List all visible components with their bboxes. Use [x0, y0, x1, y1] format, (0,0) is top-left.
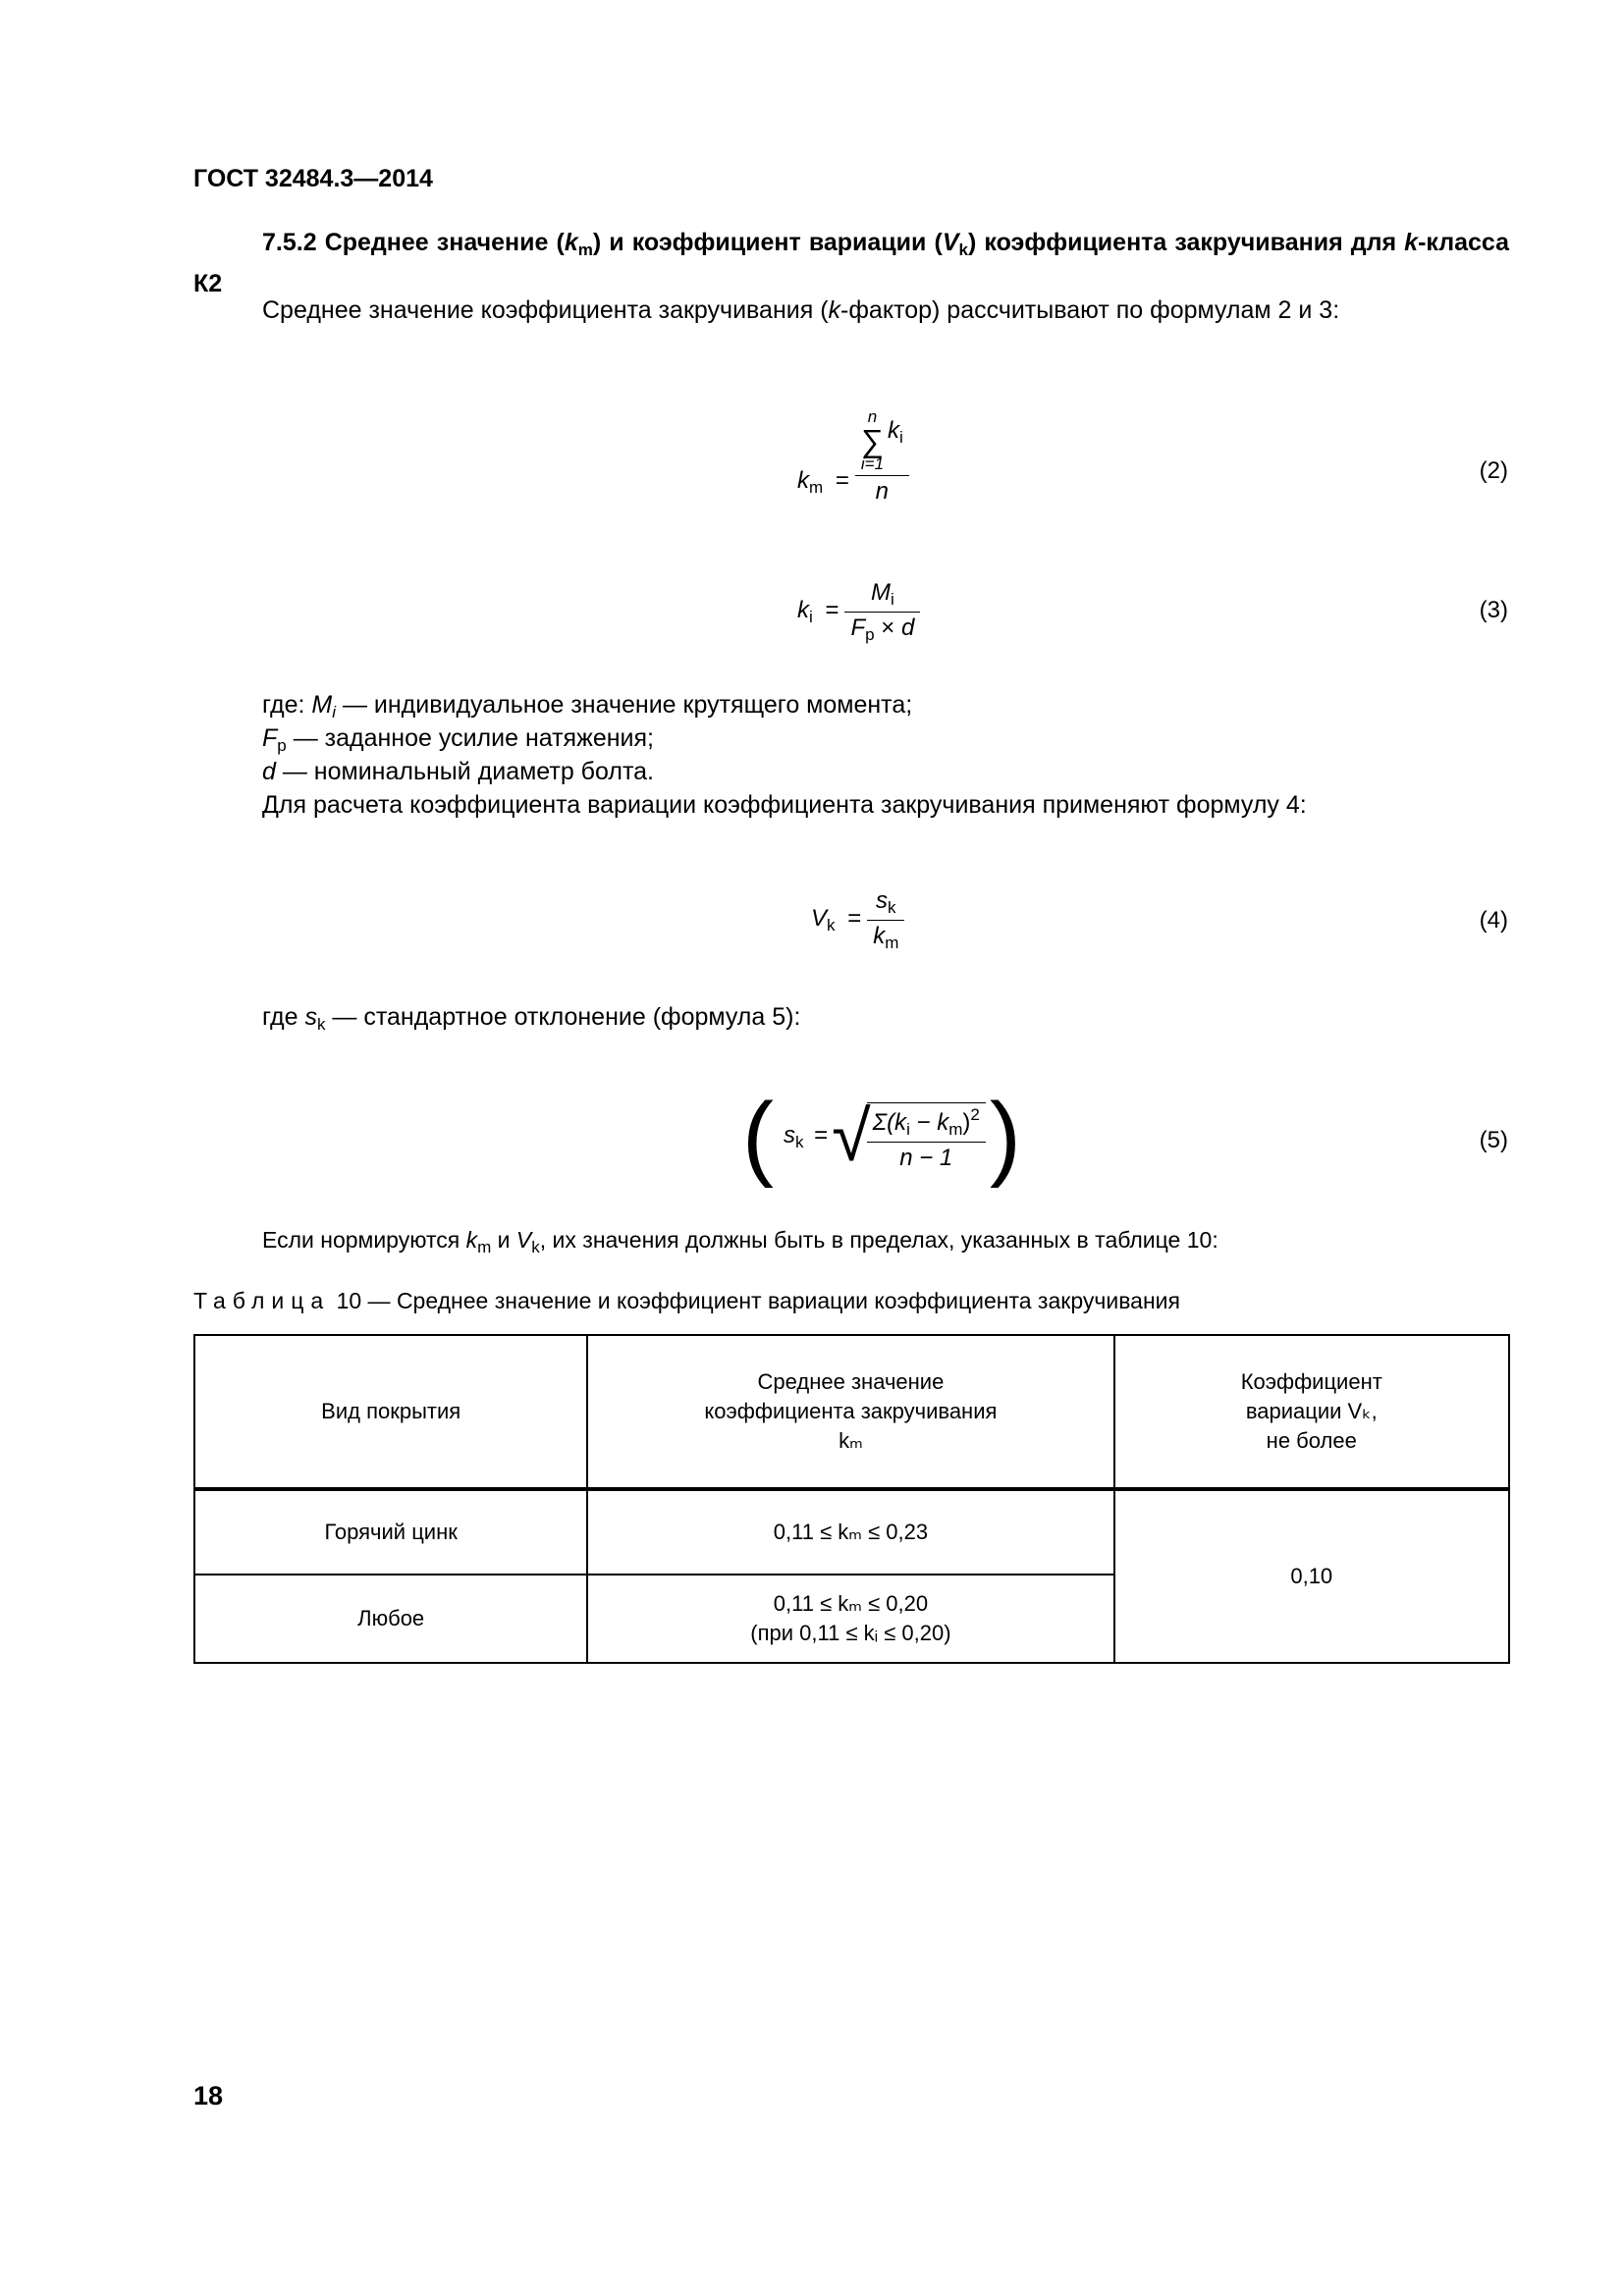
row1-coating: Горячий цинк — [194, 1489, 587, 1575]
section-heading: 7.5.2 Среднее значение $(k_m)$ и коэффициент вариации $(V_k)$ коэффициента закручивания для k-класса К2 — [193, 229, 1510, 297]
document-id: ГОСТ 32484.3—2014 — [193, 165, 433, 192]
sk-definition: где $s_k$ — стандартное отклонение (формула 5): — [262, 1003, 801, 1034]
row2-coating: Любое — [194, 1575, 587, 1663]
table-header-row — [194, 1335, 1509, 1489]
formula-2: $k_m$ = n ∑ i=1 $k_i$ n — [797, 400, 909, 506]
table-caption: Таблица 10 — Среднее значение и коэффициент вариации коэффициента закручивания — [193, 1288, 1180, 1313]
norm-sentence: Если нормируются $k_m$ и $V_k$, их значения должны быть в пределах, указанных в таблице 10: — [262, 1227, 1218, 1256]
coefficient-table — [193, 1334, 1510, 1664]
formula-4: $V_k$ = $\frac{s_k}{k_m}$ — [811, 887, 904, 953]
formula-4-number: (4) — [1479, 907, 1508, 934]
page-number: 18 — [193, 2081, 224, 2110]
row2-range: 0,11 ≤ kₘ ≤ 0,20 (при 0,11 ≤ kᵢ ≤ 0,20) — [587, 1575, 1113, 1663]
where-line-1: где: $M_i$ — индивидуальное значение крутящего момента; — [262, 691, 913, 721]
row1-range: 0,11 ≤ kₘ ≤ 0,23 — [587, 1489, 1113, 1575]
table-row — [194, 1489, 1509, 1575]
intro-paragraph: Среднее значение коэффициента закручивания (k-фактор) рассчитывают по формулам 2 и 3: — [262, 296, 1340, 324]
formula-3-number: (3) — [1479, 597, 1508, 623]
variation-value: 0,10 — [1114, 1489, 1509, 1663]
formula-5: ( $s_k$ = √ $\frac{\Sigma(k_i - k_m)^2}{n - 1}$ ) — [742, 1084, 1021, 1189]
header-mean: Среднее значение коэффициента закручивания kₘ — [587, 1335, 1113, 1489]
header-variation: Коэффициент вариации Vₖ, не более — [1114, 1335, 1509, 1489]
where-line-2: $F_p$ — заданное усилие натяжения; — [262, 724, 654, 755]
where-line-3: d — номинальный диаметр болта. — [262, 758, 654, 785]
formula-4-intro: Для расчета коэффициента вариации коэффициента закручивания применяют формулу 4: — [262, 791, 1307, 819]
formula-3: $k_i$ = $\frac{M_i}{F_p \times d}$ — [797, 579, 920, 645]
section-number: 7.5.2 — [262, 229, 317, 256]
formula-5-number: (5) — [1479, 1127, 1508, 1153]
formula-2-number: (2) — [1479, 457, 1508, 484]
header-coating: Вид покрытия — [194, 1335, 587, 1489]
